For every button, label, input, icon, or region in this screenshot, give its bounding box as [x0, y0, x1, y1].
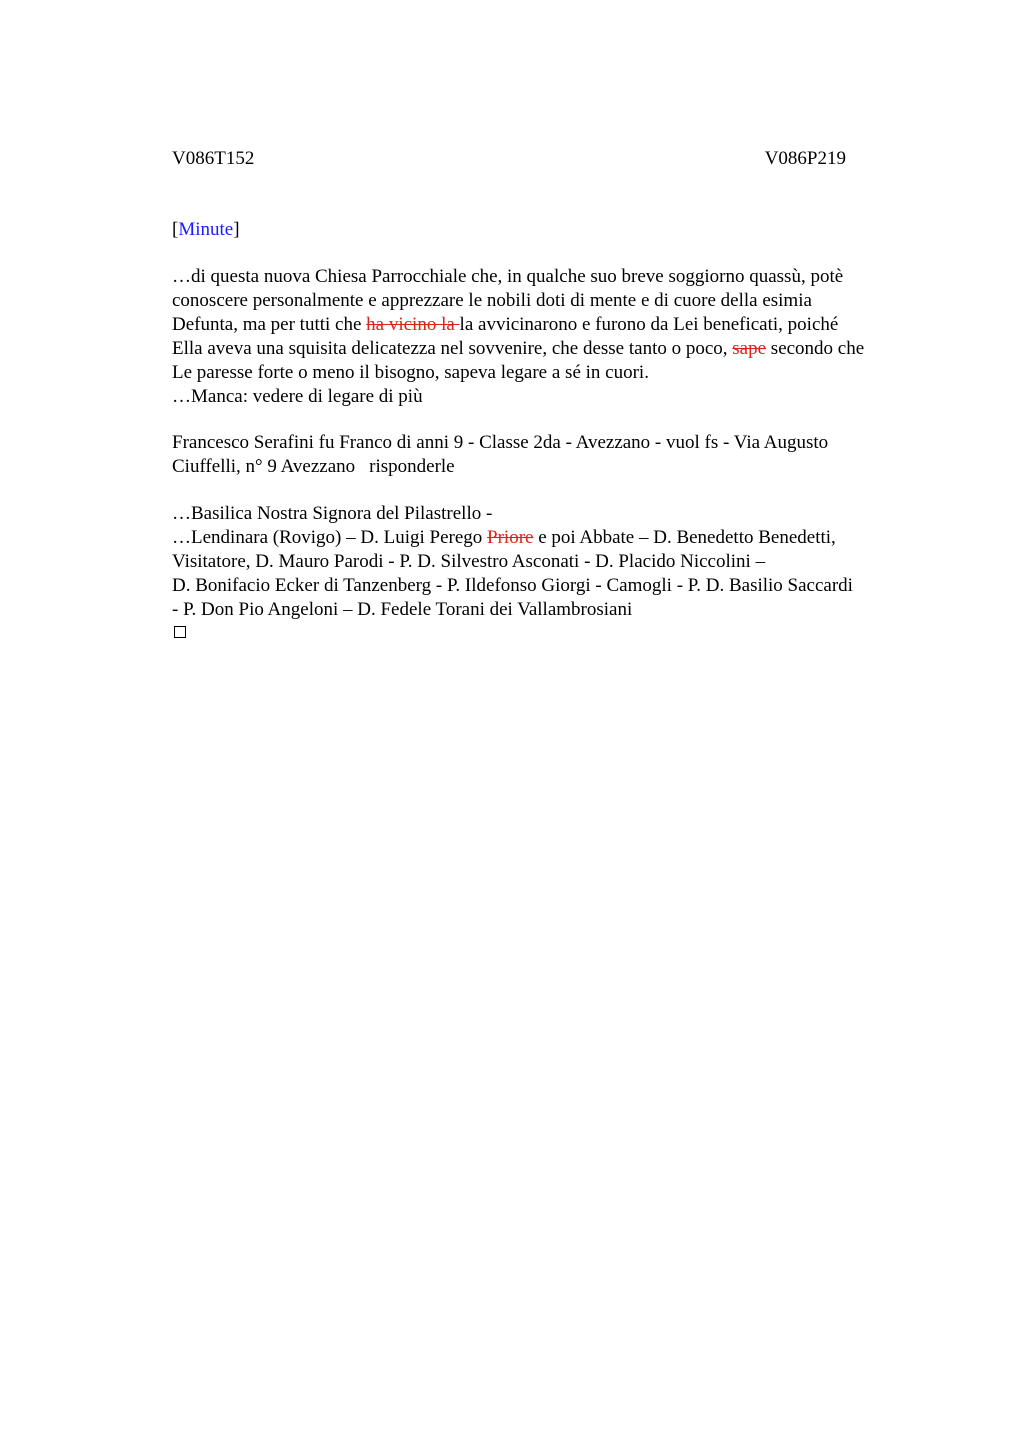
paragraph-condolence	[172, 265, 932, 409]
checkbox-square[interactable]	[174, 626, 186, 638]
text-line: D. Bonifacio Ecker di Tanzenberg - P. Ildefonso Giorgi - Camogli - P. D. Basilio Saccardi	[172, 575, 853, 596]
text-fragment: …Lendinara (Rovigo) – D. Luigi Perego	[172, 527, 488, 548]
text-fragment: risponderle	[369, 456, 455, 477]
text-fragment: la avvicinarono e furono da Lei beneficati, poiché	[459, 314, 839, 335]
paragraph-address	[172, 431, 932, 479]
text-line: - P. Don Pio Angeloni – D. Fedele Torani dei Vallambrosiani	[172, 599, 633, 620]
document-code-left: V086T152	[172, 148, 255, 169]
section-label	[172, 217, 240, 243]
text-line: Le paresse forte o meno il bisogno, sapeva legare a sé in cuori.	[172, 362, 649, 383]
bracket-open: [	[172, 219, 179, 240]
bracket-close: ]	[233, 219, 240, 240]
text-line: Visitatore, D. Mauro Parodi - P. D. Silvestro Asconati - D. Placido Niccolini –	[172, 551, 766, 572]
text-line: Francesco Serafini fu Franco di anni 9 - Classe 2da - Avezzano - vuol fs - Via Augusto	[172, 432, 829, 453]
text-fragment: secondo che	[766, 338, 865, 359]
text-line	[172, 313, 932, 337]
text-line: conoscere personalmente e apprezzare le nobili doti di mente e di cuore della esimia	[172, 290, 812, 311]
text-line	[172, 455, 932, 479]
text-fragment: Ciuffelli, n° 9 Avezzano	[172, 456, 356, 477]
text-line: …Basilica Nostra Signora del Pilastrello -	[172, 503, 493, 524]
text-fragment: Defunta, ma per tutti che	[172, 314, 367, 335]
deleted-text: ha vicino la	[366, 314, 460, 335]
paragraph-names	[172, 502, 932, 622]
document-header	[172, 146, 846, 172]
deleted-text: Priore	[487, 527, 534, 548]
text-line: …Manca: vedere di legare di più	[172, 386, 423, 407]
text-fragment: Ella aveva una squisita delicatezza nel sovvenire, che desse tanto o poco,	[172, 338, 733, 359]
minute-link[interactable]: Minute	[178, 219, 234, 240]
text-line: …di questa nuova Chiesa Parrocchiale che, in qualche suo breve soggiorno quassù, potè	[172, 266, 844, 287]
text-fragment: e poi Abbate – D. Benedetto Benedetti,	[533, 527, 836, 548]
deleted-text: sape	[732, 338, 767, 359]
text-line	[172, 337, 932, 361]
text-line	[172, 526, 932, 550]
document-code-right: V086P219	[764, 148, 846, 169]
